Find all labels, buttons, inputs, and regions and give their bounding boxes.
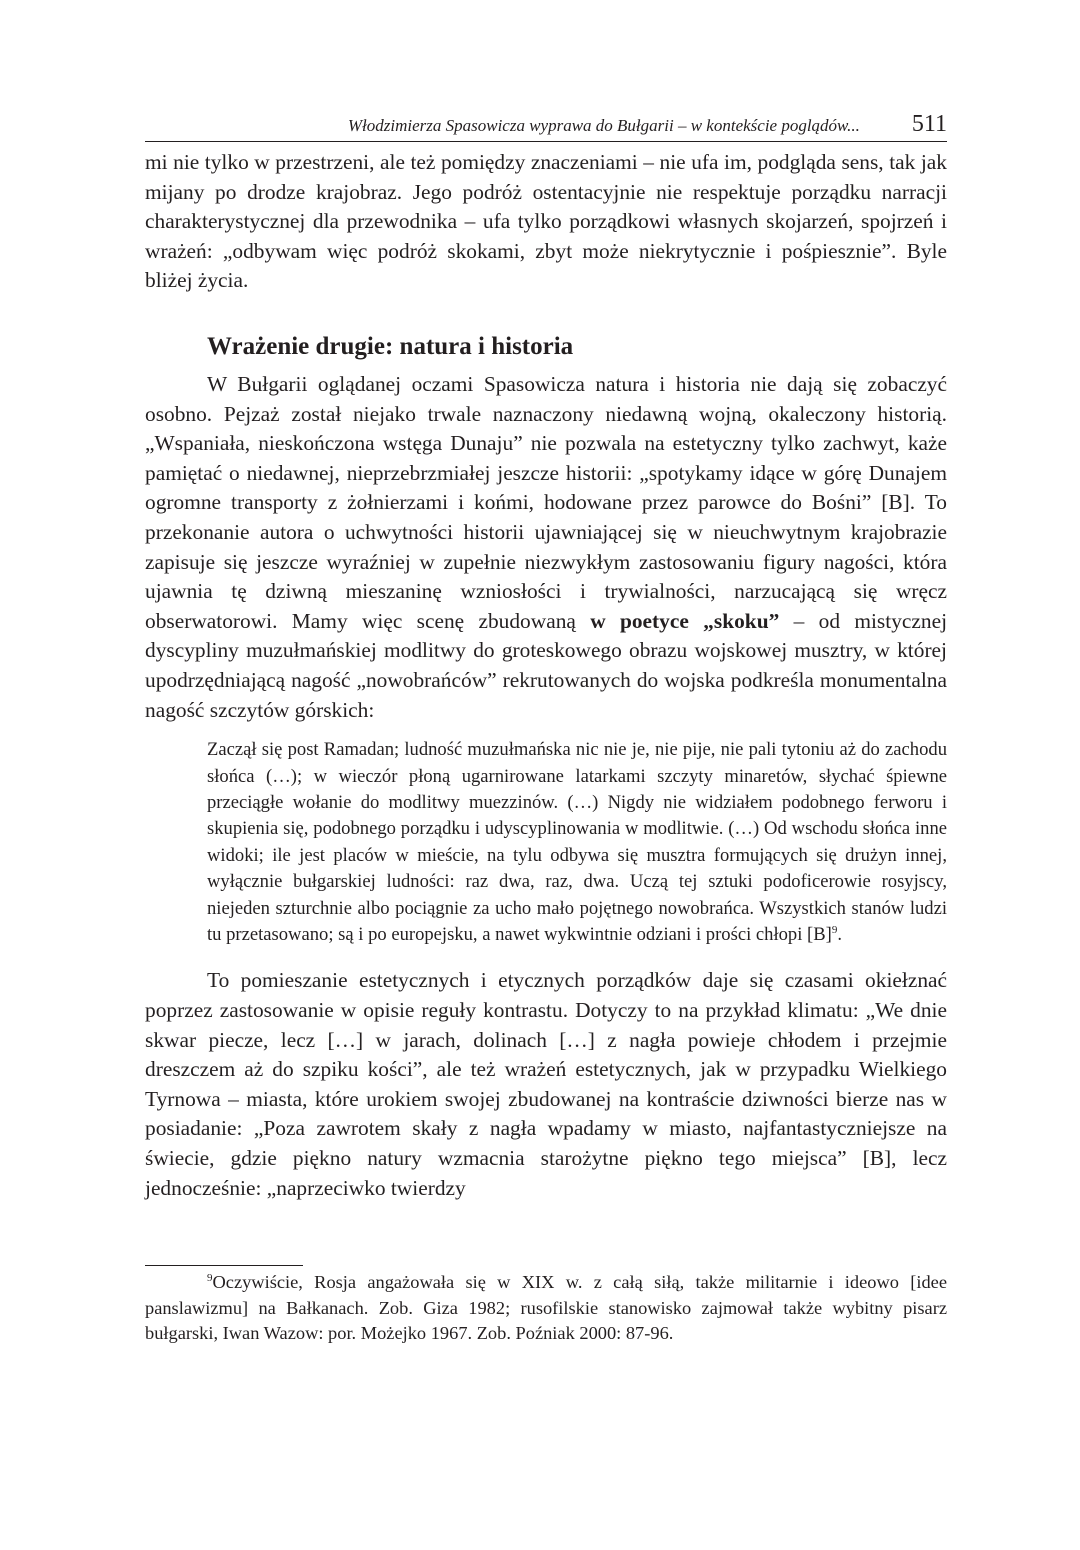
document-page: [145, 112, 947, 1346]
bold-phrase: w poetyce „skoku”: [590, 608, 780, 633]
quote-end: .: [837, 923, 842, 945]
quote-text: Zaczął się post Ramadan; ludność muzułmańska nic nie je, nie pije, nie pali tytoniu aż do zachodu słońca (…); w wieczór płoną ugarnirowane latarkami szczyty minaretów, słychać śpiewne przeciągłe wołanie do modlitwy muezzinów. (…) Nigdy nie widziałem podobnego ferworu i skupienia się, podobnego porządku i udyscyplinowania w modlitwie. (…) Od wschodu słońca inne widoki; ile jest placów w mieście, na tylu odbywa się musztra formujących się drużyn innej, wyłącznie bułgarskiej ludności: raz dwa, raz, dwa. Uczą tej sztuki podoficerowie rosyjscy, niejeden szturchnie albo pociągnie za ucho mało pojętnego nowobrańca. Wszystkich stanów ludzi tu przetasowano; są i po europejsku, a nawet wykwintnie odziani i prości chłopi [B]: [207, 739, 947, 945]
paragraph-nature-history: [145, 370, 947, 725]
paragraph-text: W Bułgarii oglądanej oczami Spasowicza natura i historia nie dają się zobaczyć osobno. Pejzaż został niejako trwale naznaczony niedawną wojną, okaleczony historią. „Wspaniała, nieskończona wstęga Dunaju” nie pozwala na estetyczny tylko zachwyt, każe pamiętać o niedawnej, nieprzebrzmiałej jeszcze historii: „spotykamy idące w górę Dunajem ogromne transporty z żołnierzami i końmi, hodowane przez parowce do Bośni” [B]. To przekonanie autora o uchwytności historii ujawniającej się w nieuchwytnym krajobrazie zapisuje się jeszcze wyraźniej w zupełnie niezwykłym zastosowaniu figury nagości, która ujawnia tę dziwną mieszaninę wzniosłości i trywialności, narzucającą się wręcz obserwatorowi. Mamy więc scenę zbudowaną: [145, 371, 947, 633]
body-text: [145, 148, 947, 1203]
footnote-reference[interactable]: 9: [831, 923, 838, 936]
footnote: [145, 1270, 947, 1346]
paragraph-contrast: To pomieszanie estetycznych i etycznych porządków daje się czasami okiełznać poprzez zastosowanie w opisie reguły kontrastu. Dotyczy to na przykład klimatu: „We dnie skwar piecze, lecz […] w jarach, dolinach […] z nagła powieje chłodem i przejmie dreszczem aż do szpiku kości”, ale też wrażeń estetycznych, jak w przypadku Wielkiego Tyrnowa – miasta, które urokiem swojej zbudowanej na kontraście dziwności bierze nas w posiadanie: „Poza zawrotem skały z nagła wpadamy w miasto, najfantastyczniejsze na świecie, gdzie piękno natury wzmacnia starożytne piękno tego miejsca” [B], lecz jednocześnie: „naprzeciwko twierdzy: [145, 968, 947, 1200]
paragraph-continuation: mi nie tylko w przestrzeni, ale też pomiędzy znaczeniami – nie ufa im, podgląda sens, tak jak mijany po drodze krajobraz. Jego podróż ostentacyjnie nie respektuje porządku narracji charakterystycznej dla przewodnika – ufa tylko porządkowi własnych skojarzeń, spojrzeń i wrażeń: „odbywam więc podróż skokami, zbyt może niekrytycznie i pośpiesznie”. Byle bliżej życia.: [145, 150, 947, 293]
paragraph-text: – od mistycznej dyscypliny muzułmańskiej modlitwy do groteskowego obrazu wojskowej musztry, w której upodrzędniającą nagość „nowobrańców” rekrutowanych do wojska podkreśla monumentalna nagość szczytów górskich:: [145, 608, 948, 722]
section-heading: Wrażenie drugie: natura i historia: [207, 332, 574, 360]
running-title: Włodzimierza Spasowicza wyprawa do Bułgarii – w kontekście poglądów...: [347, 116, 860, 135]
footnote-number: 9: [207, 1271, 213, 1284]
running-header: [145, 112, 947, 142]
footnote-divider: [145, 1265, 303, 1266]
block-quote: [207, 737, 947, 948]
footnote-text: Oczywiście, Rosja angażowała się w XIX w. z całą siłą, także militarnie i ideowo [idee panslawizmu] na Bałkanach. Zob. Giza 1982; rusofilskie stanowisko zajmował także wybitny pisarz bułgarski, Iwan Wazow: por. Możejko 1967. Zob. Poźniak 2000: 87-96.: [145, 1272, 947, 1343]
page-number: 511: [911, 111, 947, 137]
